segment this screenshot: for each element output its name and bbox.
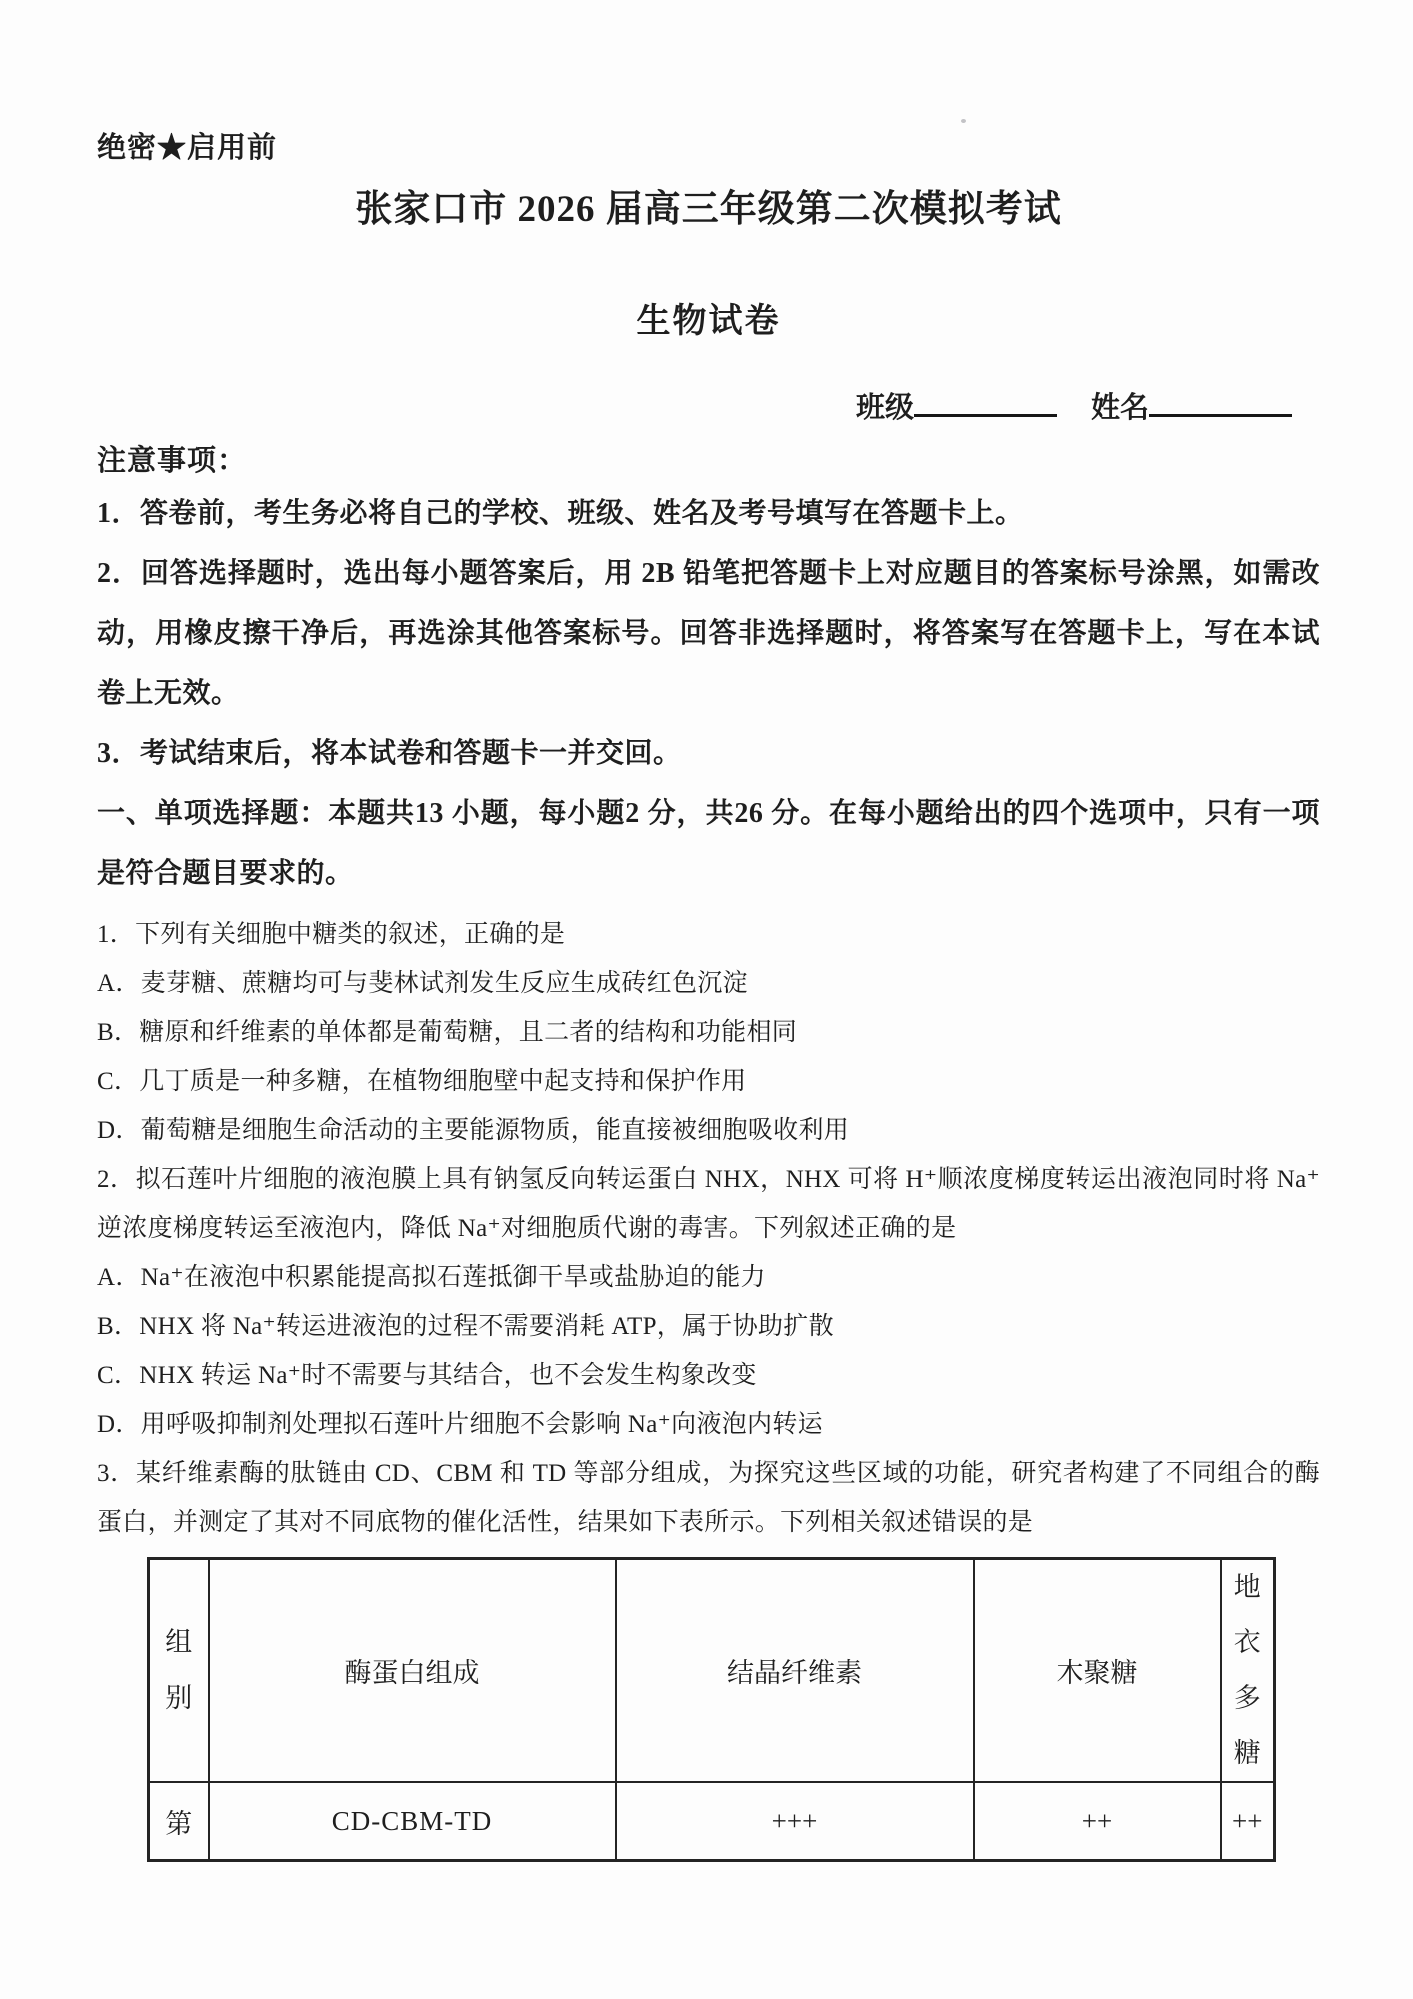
table-cell-lichenin: ++	[1221, 1782, 1275, 1860]
notice-item-2: 2．回答选择题时，选出每小题答案后，用 2B 铅笔把答题卡上对应题目的答案标号涂黑，如需改动，用橡皮擦干净后，再选涂其他答案标号。回答非选择题时，将答案写在答题卡上，写在本试卷上无效。	[97, 558, 1320, 709]
question-1-stem: 1．下列有关细胞中糖类的叙述，正确的是	[97, 921, 566, 948]
notice-item-1: 1．答卷前，考生务必将自己的学校、班级、姓名及考号填写在答题卡上。	[97, 498, 1024, 529]
student-info-row	[97, 382, 1320, 426]
table-header-row	[149, 1559, 1275, 1783]
exam-subtitle: 生物试卷	[636, 303, 781, 340]
name-label: 姓名	[1090, 392, 1149, 424]
question-list	[97, 910, 1320, 1547]
table-cell-xylan: ++	[974, 1782, 1221, 1860]
section-header-single-choice: 一、单项选择题：本题共13 小题，每小题2 分，共26 分。在每小题给出的四个选项中，只有一项是符合题目要求的。	[97, 798, 1320, 889]
scan-speck	[961, 119, 966, 123]
question-2-option-d: D．用呼吸抑制剂处理拟石莲叶片细胞不会影响 Na⁺向液泡内转运	[97, 1411, 823, 1438]
enzyme-activity-table	[147, 1557, 1276, 1862]
question-2-option-b: B．NHX 将 Na⁺转运进液泡的过程不需要消耗 ATP，属于协助扩散	[97, 1313, 834, 1340]
question-1-option-d: D．葡萄糖是细胞生命活动的主要能源物质，能直接被细胞吸收利用	[97, 1117, 850, 1144]
table-header-crystalline-cellulose: 结晶纤维素	[616, 1559, 974, 1783]
table-cell-crystalline-cellulose: +++	[616, 1782, 974, 1860]
table-header-xylan: 木聚糖	[974, 1559, 1221, 1783]
table-header-lichenin: 地衣多糖	[1221, 1559, 1275, 1783]
table-header-enzyme-composition: 酶蛋白组成	[209, 1559, 616, 1783]
exam-title: 张家口市 2026 届高三年级第二次模拟考试	[355, 189, 1062, 230]
notice-item-3: 3．考试结束后，将本试卷和答题卡一并交回。	[97, 738, 682, 769]
table-header-group: 组别	[149, 1559, 209, 1783]
question-2-option-c: C．NHX 转运 Na⁺时不需要与其结合，也不会发生构象改变	[97, 1362, 757, 1389]
class-label: 班级	[855, 392, 914, 424]
table-cell-group: 第	[149, 1782, 209, 1860]
table-row	[149, 1782, 1275, 1860]
question-1-option-a: A．麦芽糖、蔗糖均可与斐林试剂发生反应生成砖红色沉淀	[97, 970, 748, 997]
table-cell-enzyme-composition: CD-CBM-TD	[209, 1782, 616, 1860]
class-blank-line	[914, 382, 1057, 417]
question-2-stem: 2．拟石莲叶片细胞的液泡膜上具有钠氢反向转运蛋白 NHX，NHX 可将 H⁺顺浓度梯度转运出液泡同时将 Na⁺逆浓度梯度转运至液泡内，降低 Na⁺对细胞质代谢的毒害。下列叙述正确的是	[97, 1166, 1320, 1242]
question-1-option-b: B．糖原和纤维素的单体都是葡萄糖，且二者的结构和功能相同	[97, 1019, 798, 1046]
exam-classification: 绝密★启用前	[97, 132, 278, 164]
question-1-option-c: C．几丁质是一种多糖，在植物细胞壁中起支持和保护作用	[97, 1068, 747, 1095]
notice-heading: 注意事项：	[97, 445, 248, 477]
name-blank-line	[1149, 382, 1292, 417]
question-2-option-a: A．Na⁺在液泡中积累能提高拟石莲抵御干旱或盐胁迫的能力	[97, 1264, 766, 1291]
question-3-stem: 3．某纤维素酶的肽链由 CD、CBM 和 TD 等部分组成，为探究这些区域的功能，研究者构建了不同组合的酶蛋白，并测定了其对不同底物的催化活性，结果如下表所示。下列相关叙述错误的是	[97, 1460, 1320, 1536]
